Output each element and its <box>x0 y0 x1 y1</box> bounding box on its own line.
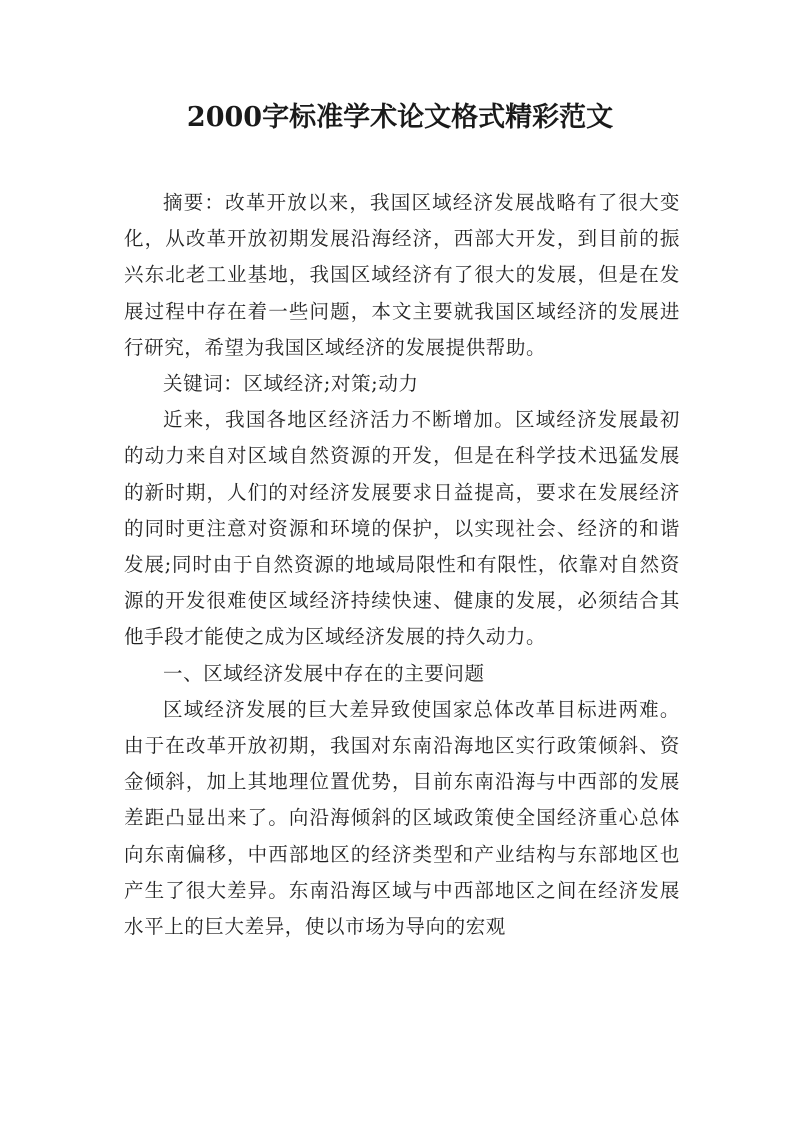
document-body <box>124 185 680 945</box>
section-heading: 一、区域经济发展中存在的主要问题 <box>163 661 485 685</box>
abstract-paragraph: 摘要：改革开放以来，我国区域经济发展战略有了很大变化，从改革开放初期发展沿海经济，西部大开发，到目前的振兴东北老工业基地，我国区域经济有了很大的发展，但是在发展过程中存在着一些问题，本文主要就我国区域经济的发展进行研究，希望为我国区域经济的发展提供帮助。 <box>124 191 680 359</box>
keywords-paragraph: 关键词：区域经济;对策;动力 <box>163 372 419 396</box>
document-title: 2000字标准学术论文格式精彩范文 <box>186 102 614 133</box>
section-paragraph: 区域经济发展的巨大差异致使国家总体改革目标进两难。由于在改革开放初期，我国对东南沿海地区实行政策倾斜、资金倾斜，加上其地理位置优势，目前东南沿海与中西部的发展差距凸显出来了。向沿海倾斜的区域政策使全国经济重心总体向东南偏移，中西部地区的经济类型和产业结构与东部地区也产生了很大差异。东南沿海区域与中西部地区之间在经济发展水平上的巨大差异，使以市场为导向的宏观 <box>124 697 680 939</box>
intro-paragraph: 近来，我国各地区经济活力不断增加。区域经济发展最初的动力来自对区域自然资源的开发，但是在科学技术迅猛发展的新时期，人们的对经济发展要求日益提高，要求在发展经济的同时更注意对资源和环境的保护，以实现社会、经济的和谐发展;同时由于自然资源的地域局限性和有限性，依靠对自然资源的开发很难使区域经济持续快速、健康的发展，必须结合其他手段才能使之成为区域经济发展的持久动力。 <box>124 408 680 649</box>
